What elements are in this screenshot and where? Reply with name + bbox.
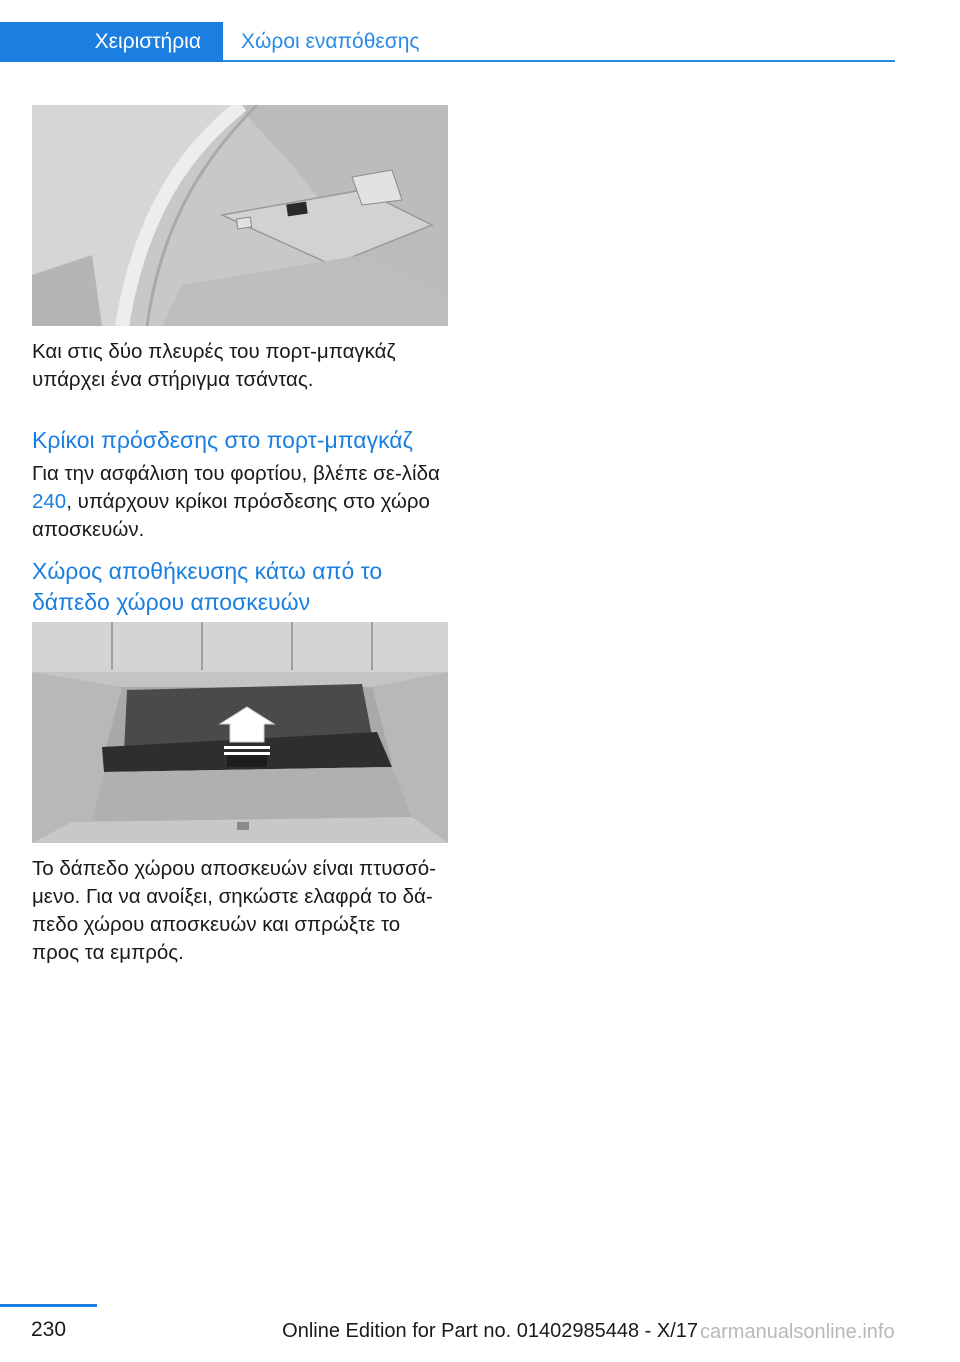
tie-down-text-after: , υπάρχουν κρίκοι πρόσδεσης στο χώρο αποσκευών.: [32, 490, 430, 541]
underfloor-storage-illustration: [32, 622, 448, 843]
tab-chapter[interactable]: Χώροι εναπόθεσης: [241, 30, 420, 53]
page-link[interactable]: 240: [32, 490, 67, 513]
tie-down-heading: Κρίκοι πρόσδεσης στο πορτ-μπαγκάζ: [32, 427, 413, 453]
page-number: 230: [30, 1318, 67, 1341]
edition-text: Online Edition for Part no. 01402985448 - X/17: [282, 1320, 698, 1342]
trunk-side-illustration: [32, 105, 448, 326]
header-tabs: [0, 22, 895, 64]
underfloor-text: Το δάπεδο χώρου αποσκευών είναι πτυσσό-μενο. Για να ανοίξει, σηκώστε ελαφρά το δά-πεδο χώρου αποσκευών και σπρώξτε το προς τα εμπρός.: [32, 857, 436, 964]
underfloor-heading: Χώρος αποθήκευσης κάτω από το δάπεδο χώρου αποσκευών: [32, 558, 383, 615]
tie-down-text-before: Για την ασφάλιση του φορτίου, βλέπε σε-λίδα: [32, 462, 440, 485]
watermark: carmanualsonline.info: [700, 1321, 895, 1343]
tab-section[interactable]: Χειριστήρια: [0, 22, 223, 62]
bag-hook-text: Και στις δύο πλευρές του πορτ-μπαγκάζ υπάρχει ένα στήριγμα τσάντας.: [32, 340, 396, 391]
header-rule: [223, 60, 895, 62]
tie-down-text: [32, 460, 452, 544]
footer-rule: [0, 1304, 97, 1307]
